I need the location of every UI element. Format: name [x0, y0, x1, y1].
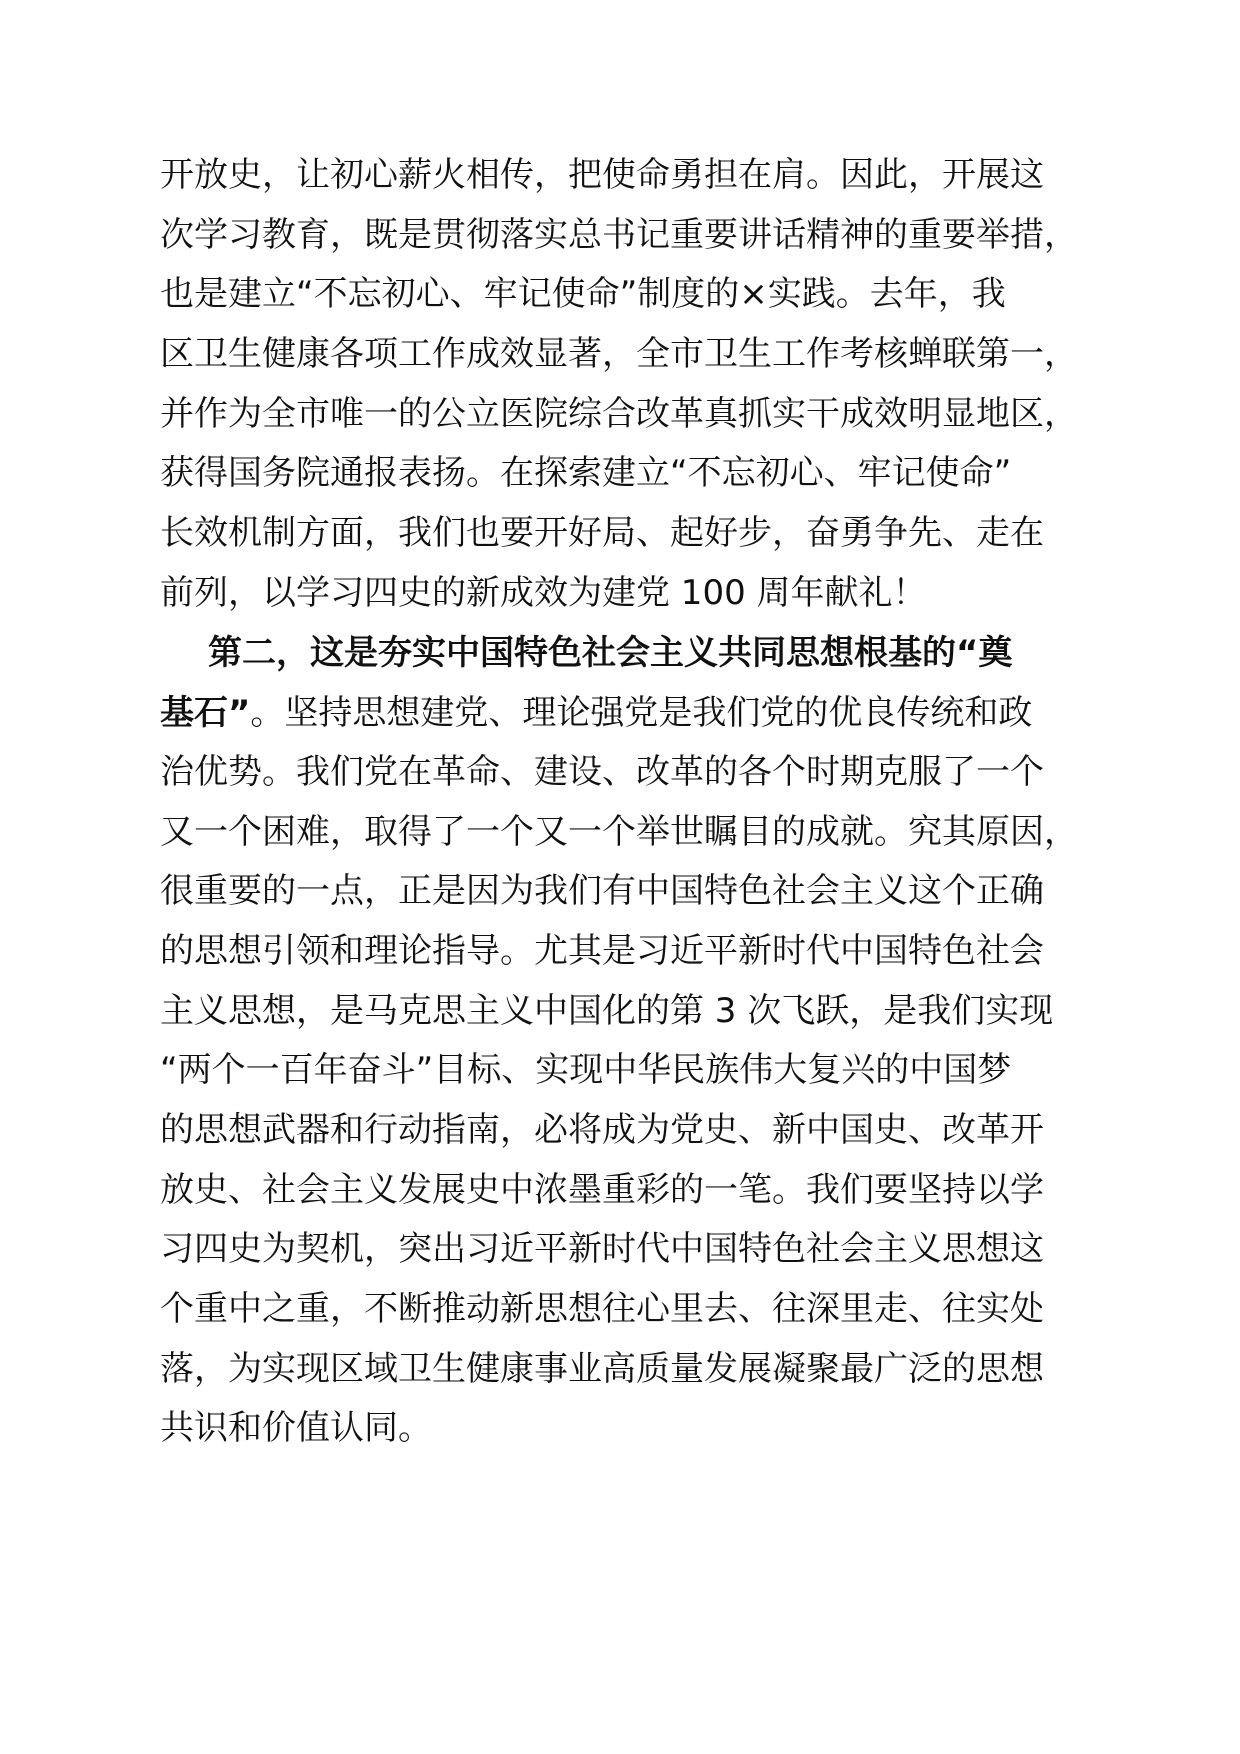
- text-line: 的思想武器和行动指南，必将成为党史、新中国史、改革开: [160, 1110, 1044, 1150]
- text-line: 并作为全市唯一的公立医院综合改革真抓实干成效明显地区，: [160, 394, 1078, 434]
- text-line: 又一个困难，取得了一个又一个举世瞩目的成就。究其原因，: [160, 812, 1078, 852]
- text-line: 治优势。我们党在革命、建设、改革的各个时期克服了一个: [160, 752, 1044, 792]
- text-line: 获得国务院通报表扬。在探索建立“不忘初心、牢记使命”: [160, 453, 1012, 493]
- text-line: 长效机制方面，我们也要开好局、起好步，奋勇争先、走在: [160, 513, 1044, 553]
- text-line: 很重要的一点，正是因为我们有中国特色社会主义这个正确: [160, 871, 1044, 911]
- text-line: 的思想引领和理论指导。尤其是习近平新时代中国特色社会: [160, 931, 1044, 971]
- text-line: 落，为实现区域卫生健康事业高质量发展凝聚最广泛的思想: [160, 1349, 1044, 1389]
- text-line: 区卫生健康各项工作成效显著，全市卫生工作考核蝉联第一，: [160, 334, 1078, 374]
- text-line: 次学习教育，既是贯彻落实总书记重要讲话精神的重要举措，: [160, 215, 1078, 255]
- text-line: 共识和价值认同。: [160, 1408, 432, 1448]
- text-line: 个重中之重，不断推动新思想往心里去、往深里走、往实处: [160, 1289, 1044, 1329]
- text-line: 前列，以学习四史的新成效为建党 100 周年献礼！: [160, 573, 927, 613]
- text-line: 放史、社会主义发展史中浓墨重彩的一笔。我们要坚持以学: [160, 1170, 1044, 1210]
- text-line: 习四史为契机，突出习近平新时代中国特色社会主义思想这: [160, 1229, 1044, 1269]
- text-line: 也是建立“不忘初心、牢记使命”制度的×实践。去年，我: [160, 274, 1006, 314]
- section-heading-end: 基石”: [160, 693, 251, 733]
- text-line: [160, 683, 1032, 743]
- text-line: 主义思想，是马克思主义中国化的第 3 次飞跃，是我们实现: [160, 991, 1054, 1031]
- text-line: “两个一百年奋斗”目标、实现中华民族伟大复兴的中国梦: [160, 1050, 1012, 1090]
- text-line: 开放史，让初心薪火相传，把使命勇担在肩。因此，开展这: [160, 155, 1044, 195]
- section-heading-line: 第二，这是夯实中国特色社会主义共同思想根基的“奠: [208, 633, 1013, 673]
- paragraph-start: 。坚持思想建党、理论强党是我们党的优良传统和政: [250, 693, 1033, 733]
